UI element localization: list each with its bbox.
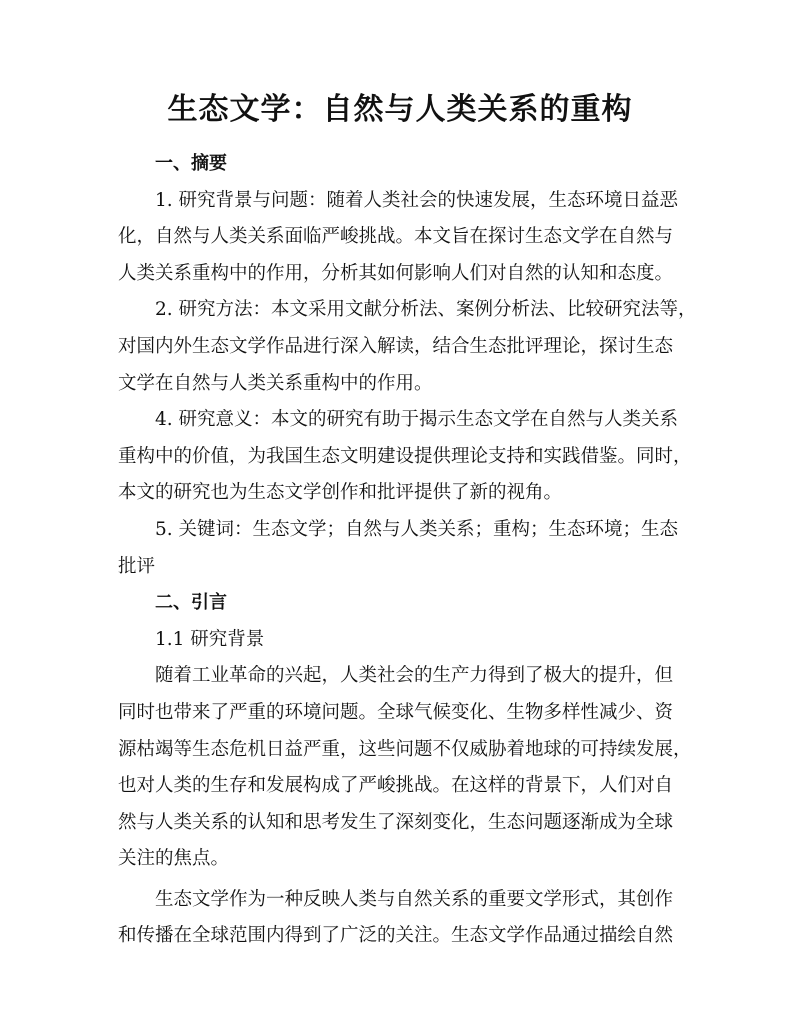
paragraph-line: 源枯竭等生态危机日益严重，这些问题不仅威胁着地球的可持续发展，: [118, 738, 692, 760]
paragraph-line: 2. 研究方法：本文采用文献分析法、案例分析法、比较研究法等，: [155, 299, 697, 321]
paragraph-line: 4. 研究意义：本文的研究有助于揭示生态文学在自然与人类关系: [155, 409, 679, 431]
subsection-heading: 1.1 研究背景: [155, 628, 265, 650]
paragraph-line: 对国内外生态文学作品进行深入解读，结合生态批评理论，探讨生态: [118, 335, 674, 357]
paragraph-line: 本文的研究也为生态文学创作和批评提供了新的视角。: [118, 482, 563, 504]
paragraph-line: 文学在自然与人类关系重构中的作用。: [118, 372, 433, 394]
paragraph-line: 然与人类关系的认知和思考发生了深刻变化，生态问题逐渐成为全球: [118, 811, 674, 833]
section-heading-intro: 二、引言: [155, 592, 227, 614]
paragraph-line: 也对人类的生存和发展构成了严峻挑战。在这样的背景下，人们对自: [118, 775, 674, 797]
paragraph-line: 1. 研究背景与问题：随着人类社会的快速发展，生态环境日益恶: [155, 189, 679, 211]
paragraph-line: 关注的焦点。: [118, 848, 230, 870]
abstract-item-5: [118, 512, 684, 585]
paragraph-line: 和传播在全球范围内得到了广泛的关注。生态文学作品通过描绘自然: [118, 925, 674, 947]
abstract-item-2: [118, 292, 697, 402]
paragraph-line: 人类关系重构中的作用，分析其如何影响人们对自然的认知和态度。: [118, 262, 674, 284]
abstract-item-4: [118, 402, 692, 512]
document-body: [118, 146, 697, 955]
paragraph-line: 5. 关键词：生态文学；自然与人类关系；重构；生态环境；生态: [155, 518, 679, 540]
paragraph-line: 随着工业革命的兴起，人类社会的生产力得到了极大的提升，但: [155, 665, 674, 687]
paragraph-line: 批评: [118, 555, 156, 577]
paragraph-line: 同时也带来了严重的环境问题。全球气候变化、生物多样性减少、资: [118, 701, 674, 723]
section-heading-abstract: 一、摘要: [155, 153, 227, 174]
paragraph-line: 化，自然与人类关系面临严峻挑战。本文旨在探讨生态文学在自然与: [118, 226, 674, 248]
abstract-item-1: [118, 183, 684, 293]
document-title: 生态文学：自然与人类关系的重构: [167, 92, 633, 127]
paragraph-line: 重构中的价值，为我国生态文明建设提供理论支持和实践借鉴。同时，: [118, 445, 692, 467]
intro-paragraph-2: [118, 882, 684, 955]
intro-paragraph-1: [118, 658, 692, 878]
paragraph-line: 生态文学作为一种反映人类与自然关系的重要文学形式，其创作: [155, 888, 674, 910]
